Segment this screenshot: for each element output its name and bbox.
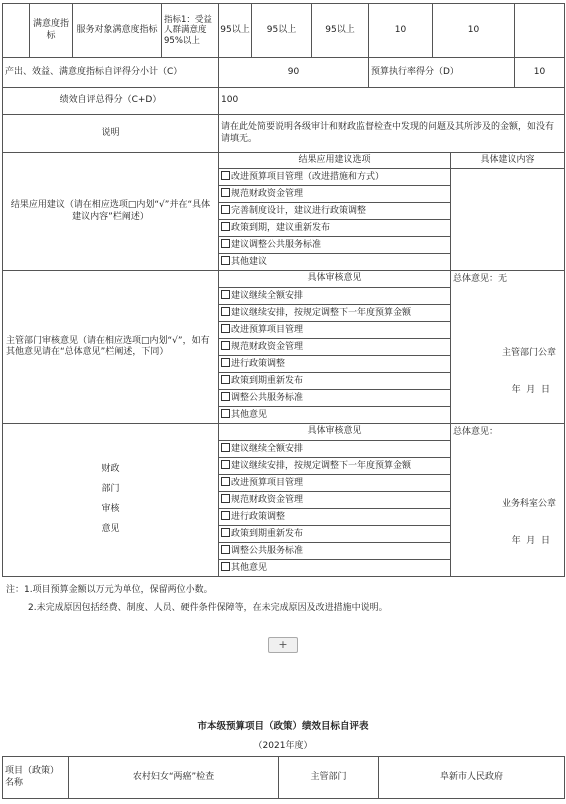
dept-seal: 主管部门公章 (502, 348, 557, 358)
checkbox-icon (221, 528, 230, 537)
finance-review-header: 具体审核意见 (219, 424, 451, 441)
checkbox-icon (221, 443, 230, 452)
dept-date: 年 月 日 (511, 385, 551, 395)
note-2: 2.未完成原因包括经费、制度、人员、硬件条件保障等，在未完成原因及改进措施中说明。 (28, 603, 388, 613)
checkbox-icon (221, 358, 230, 367)
subtotal-value: 90 (219, 58, 369, 88)
checkbox-icon (221, 324, 230, 333)
dept-option[interactable]: 建议继续安排，按规定调整下一年度预算金额 (219, 305, 451, 322)
subtotal-label: 产出、效益、满意度指标自评得分小计（C） (3, 58, 219, 88)
budget-rate-label: 预算执行率得分（D） (369, 58, 515, 88)
finance-option[interactable]: 调整公共服务标准 (219, 543, 451, 560)
satisfaction-category: 满意度指标 (30, 4, 73, 58)
finance-review-label: 财政部门审核意见 (3, 424, 219, 577)
expand-button[interactable]: + (268, 637, 298, 653)
checkbox-icon (221, 477, 230, 486)
dept-option[interactable]: 调整公共服务标准 (219, 390, 451, 407)
dept-review-header: 具体审核意见 (219, 271, 451, 288)
dept-option[interactable]: 建议继续全额安排 (219, 288, 451, 305)
result-col2-header: 具体建议内容 (451, 153, 565, 169)
checkbox-icon (221, 494, 230, 503)
dept-option[interactable]: 政策到期重新发布 (219, 373, 451, 390)
form2-project-value: 农村妇女“两癌”检查 (69, 757, 279, 799)
finance-date: 年 月 日 (511, 536, 551, 546)
dept-review-label: 主管部门审核意见（请在相应选项□内划“√”，如有其他意见请在“总体意见”栏阐述，下同） (3, 271, 219, 424)
result-col1-header: 结果应用建议选项 (219, 153, 451, 169)
finance-seal: 业务科室公章 (502, 499, 557, 509)
checkbox-icon (221, 188, 230, 197)
finance-option[interactable]: 进行政策调整 (219, 509, 451, 526)
result-label: 结果应用建议（请在相应选项□内划“√”并在“具体建议内容”栏阐述） (3, 153, 219, 271)
subtotal-row (3, 58, 565, 88)
finance-option[interactable]: 规范财政资金管理 (219, 492, 451, 509)
satisfaction-indicator: 指标1：受益人群满意度95%以上 (162, 4, 219, 58)
result-option[interactable]: 建议调整公共服务标准 (219, 237, 451, 254)
satisfaction-actual-a: 95以上 (252, 4, 312, 58)
checkbox-icon (221, 171, 230, 180)
satisfaction-sub: 服务对象满意度指标 (73, 4, 162, 58)
dept-option[interactable]: 改进预算项目管理 (219, 322, 451, 339)
dept-overall (451, 271, 565, 424)
finance-option[interactable]: 其他意见 (219, 560, 451, 577)
checkbox-icon (221, 239, 230, 248)
dept-option[interactable]: 规范财政资金管理 (219, 339, 451, 356)
checkbox-icon (221, 392, 230, 401)
result-option[interactable]: 完善制度设计，建议进行政策调整 (219, 203, 451, 220)
checkbox-icon (221, 409, 230, 418)
finance-option[interactable]: 建议继续全额安排 (219, 441, 451, 458)
finance-option[interactable]: 建议继续安排，按规定调整下一年度预算金额 (219, 458, 451, 475)
form2-table (2, 756, 565, 799)
result-option[interactable]: 改进预算项目管理（改进措施和方式） (219, 169, 451, 186)
result-option[interactable]: 政策到期，建议重新发布 (219, 220, 451, 237)
finance-option[interactable]: 改进预算项目管理 (219, 475, 451, 492)
evaluation-table (2, 3, 565, 577)
satisfaction-score-a: 10 (369, 4, 433, 58)
form2-dept-label: 主管部门 (279, 757, 379, 799)
form2-project-label: 项目（政策）名称 (3, 757, 69, 799)
dept-option[interactable]: 其他意见 (219, 407, 451, 424)
checkbox-icon (221, 205, 230, 214)
form2-dept-value: 阜新市人民政府 (379, 757, 565, 799)
checkbox-icon (221, 307, 230, 316)
checkbox-icon (221, 222, 230, 231)
result-option[interactable]: 其他建议 (219, 254, 451, 271)
remarks-label: 说明 (3, 115, 219, 153)
satisfaction-target: 95以上 (219, 4, 252, 58)
total-row (3, 88, 565, 115)
checkbox-icon (221, 256, 230, 265)
dept-overall-text: 总体意见：无 (453, 274, 508, 284)
checkbox-icon (221, 375, 230, 384)
form2-year: （2021年度） (253, 741, 313, 751)
satisfaction-score-b: 10 (433, 4, 515, 58)
note-1: 注：1.项目预算金额以万元为单位，保留两位小数。 (6, 585, 213, 595)
result-suggestion-content[interactable] (451, 169, 565, 271)
satisfaction-row (3, 4, 565, 58)
finance-overall-text: 总体意见： (453, 427, 499, 437)
checkbox-icon (221, 341, 230, 350)
total-value: 100 (219, 88, 565, 115)
checkbox-icon (221, 290, 230, 299)
checkbox-icon (221, 562, 230, 571)
remarks-text: 请在此处简要说明各级审计和财政监督检查中发现的问题及其所涉及的金额，如没有请填无。 (219, 115, 565, 153)
result-option[interactable]: 规范财政资金管理 (219, 186, 451, 203)
checkbox-icon (221, 460, 230, 469)
form2-title: 市本级预算项目（政策）绩效目标自评表 (197, 721, 369, 732)
finance-option[interactable]: 政策到期重新发布 (219, 526, 451, 543)
budget-rate-value: 10 (515, 58, 565, 88)
checkbox-icon (221, 545, 230, 554)
dept-option[interactable]: 进行政策调整 (219, 356, 451, 373)
satisfaction-actual-b: 95以上 (312, 4, 369, 58)
remarks-row (3, 115, 565, 153)
finance-overall (451, 424, 565, 577)
checkbox-icon (221, 511, 230, 520)
total-label: 绩效自评总得分（C+D） (3, 88, 219, 115)
